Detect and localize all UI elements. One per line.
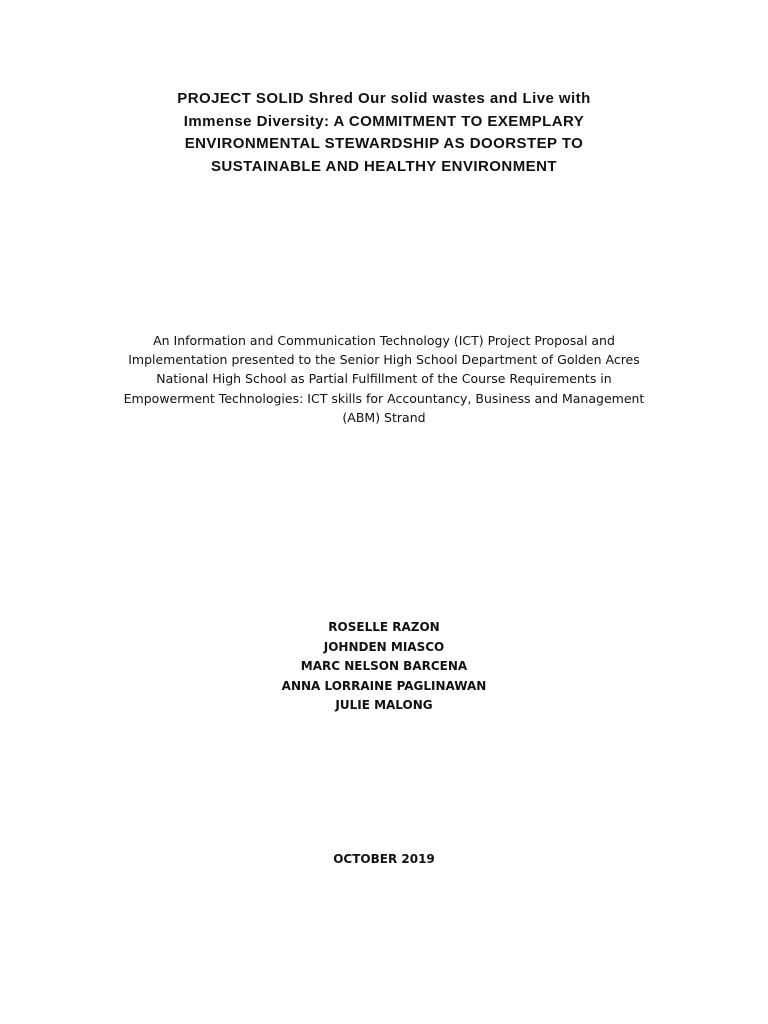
author-name: JOHNDEN MIASCO	[323, 639, 445, 654]
document-description	[100, 331, 668, 427]
title-line: PROJECT SOLID Shred Our solid wastes and Live with	[177, 90, 591, 107]
title-line: Immense Diversity: A COMMITMENT TO EXEMPLARY	[183, 112, 585, 130]
author-name: MARC NELSON BARCENA	[300, 659, 468, 673]
description-line: Implementation presented to the Senior High School Department of Golden Acres	[128, 352, 640, 368]
description-line: National High School as Partial Fulfillment of the Course Requirements in	[156, 371, 612, 387]
title-line: ENVIRONMENTAL STEWARDSHIP AS DOORSTEP TO	[184, 135, 584, 152]
description-line: Empowerment Technologies: ICT skills for Accountancy, Business and Management	[123, 390, 645, 406]
description-line: (ABM) Strand	[342, 409, 426, 425]
author-list	[184, 618, 584, 716]
document-title	[110, 88, 658, 178]
author-name: ANNA LORRAINE PAGLINAWAN	[281, 678, 487, 693]
document-date: OCTOBER 2019	[333, 852, 435, 866]
author-name: ROSELLE RAZON	[328, 620, 440, 634]
author-name: JULIE MALONG	[335, 698, 433, 712]
title-line: SUSTAINABLE AND HEALTHY ENVIRONMENT	[210, 157, 558, 175]
description-line: An Information and Communication Technology (ICT) Project Proposal and	[153, 333, 615, 348]
